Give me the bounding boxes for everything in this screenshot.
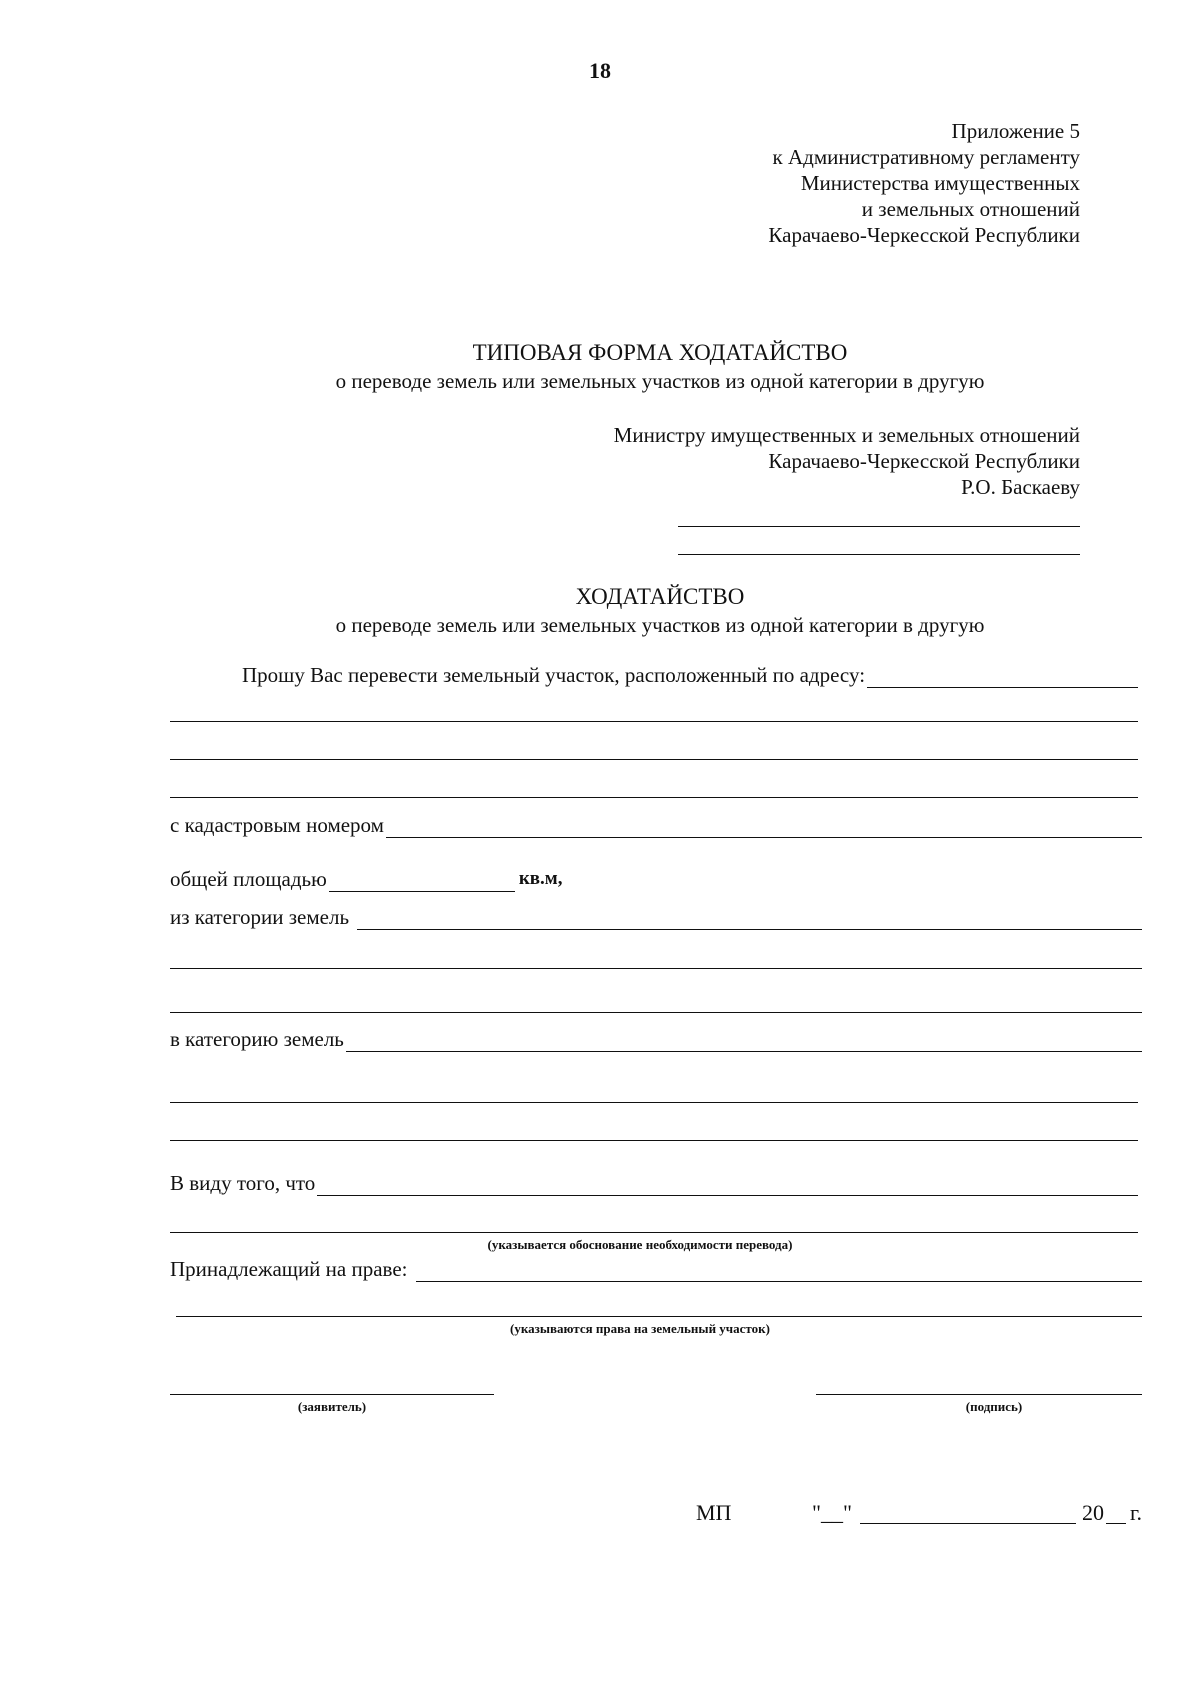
applicant-name-line[interactable] <box>678 526 1080 527</box>
date-year-prefix: 20 <box>1082 1500 1104 1525</box>
petition-title: ХОДАТАЙСТВО <box>575 584 745 609</box>
form-title: ТИПОВАЯ ФОРМА ХОДАТАЙСТВО <box>472 340 848 365</box>
to-category-line-3[interactable] <box>170 1140 1138 1141</box>
from-category-line-2[interactable] <box>170 968 1142 969</box>
address-line-3[interactable] <box>170 759 1138 760</box>
address-row <box>242 662 1138 688</box>
right-field[interactable] <box>416 1259 1143 1282</box>
to-category-row <box>170 1026 1142 1052</box>
signature-line[interactable] <box>816 1394 1142 1395</box>
address-field[interactable] <box>867 665 1138 688</box>
area-label: общей площадью <box>170 867 327 891</box>
date-year-line[interactable] <box>1106 1523 1126 1524</box>
to-category-label: в категорию земель <box>170 1027 344 1051</box>
right-line-2[interactable] <box>176 1316 1142 1317</box>
appendix-line: к Административному регламенту <box>772 145 1080 169</box>
appendix-line: и земельных отношений <box>861 197 1080 221</box>
addressee-line: Министру имущественных и земельных отношений <box>613 423 1080 447</box>
appendix-line: Приложение 5 <box>951 119 1080 143</box>
from-category-line-3[interactable] <box>170 1012 1142 1013</box>
date-year-suffix: г. <box>1130 1500 1143 1525</box>
reason-caption: (указывается обоснование необходимости перевода) <box>487 1237 793 1252</box>
date-day[interactable]: "__" <box>812 1500 852 1525</box>
cadastral-field[interactable] <box>386 815 1142 838</box>
applicant-caption: (заявитель) <box>297 1399 367 1414</box>
reason-row <box>170 1170 1138 1196</box>
signature-caption: (подпись) <box>965 1399 1023 1414</box>
addressee-line: Карачаево-Черкесской Республики <box>768 449 1080 473</box>
address-line-2[interactable] <box>170 721 1138 722</box>
appendix-line: Министерства имущественных <box>800 171 1080 195</box>
petition-subtitle: о переводе земель или земельных участков из одной категории в другую <box>335 613 985 637</box>
cadastral-row <box>170 812 1142 838</box>
reason-line-2[interactable] <box>170 1232 1138 1233</box>
seal-mark: МП <box>696 1500 732 1525</box>
appendix-line: Карачаево-Черкесской Республики <box>768 223 1080 247</box>
area-field[interactable] <box>329 869 515 892</box>
applicant-signature-line[interactable] <box>170 1394 494 1395</box>
request-text: Прошу Вас перевести земельный участок, расположенный по адресу: <box>242 663 866 687</box>
addressee-line: Р.О. Баскаеву <box>961 475 1080 499</box>
right-caption: (указываются права на земельный участок) <box>510 1321 770 1336</box>
from-category-field[interactable] <box>357 907 1142 930</box>
to-category-field[interactable] <box>346 1029 1142 1052</box>
reason-label: В виду того, что <box>170 1171 316 1195</box>
area-unit: кв.м, <box>518 868 563 889</box>
applicant-address-line[interactable] <box>678 554 1080 555</box>
address-line-4[interactable] <box>170 797 1138 798</box>
area-row <box>170 866 562 892</box>
form-subtitle: о переводе земель или земельных участков из одной категории в другую <box>335 369 985 393</box>
right-row <box>170 1256 1142 1282</box>
right-label: Принадлежащий на праве: <box>170 1257 408 1281</box>
reason-field[interactable] <box>317 1173 1138 1196</box>
page-number: 18 <box>589 58 611 83</box>
from-category-label: из категории земель <box>170 905 350 929</box>
addressee-block <box>614 422 1080 500</box>
date-month-line[interactable] <box>860 1523 1076 1524</box>
cadastral-label: с кадастровым номером <box>170 813 384 837</box>
from-category-row <box>170 904 1142 930</box>
to-category-line-2[interactable] <box>170 1102 1138 1103</box>
appendix-block <box>768 118 1080 248</box>
